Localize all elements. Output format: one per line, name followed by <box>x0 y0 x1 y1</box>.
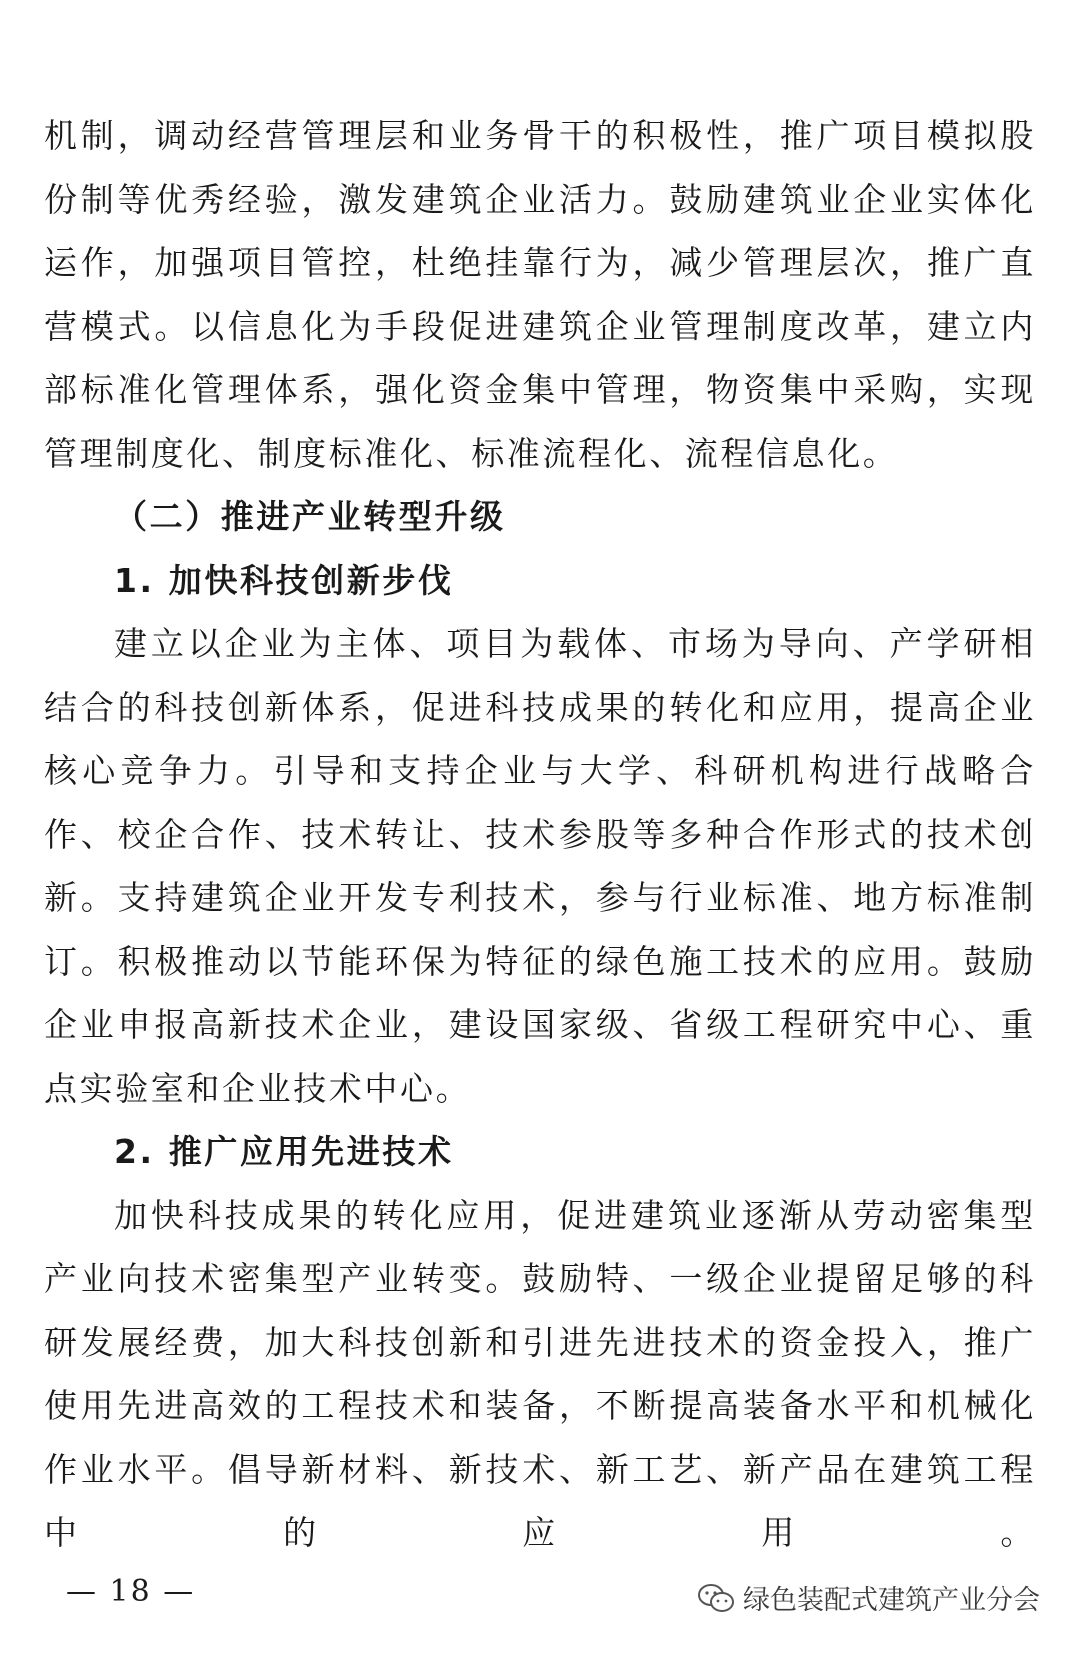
page-number: — 18 — <box>66 1574 196 1609</box>
wechat-icon <box>697 1583 735 1613</box>
paragraph-management-reform: 机制，调动经营管理层和业务骨干的积极性，推广项目模拟股份制等优秀经验，激发建筑企业活力。鼓励建筑业企业实体化运作，加强项目管控，杜绝挂靠行为，减少管理层次，推广直营模式。以信息化为手段促进建筑企业管理制度改革，建立内部标准化管理体系，强化资金集中管理，物资集中采购，实现管理制度化、制度标准化、标准流程化、流程信息化。 <box>44 116 1036 473</box>
section-heading: （二）推进产业转型升级 <box>114 497 506 536</box>
watermark-text: 绿色装配式建筑产业分会 <box>743 1585 1040 1616</box>
subheading-tech-innovation: 1. 加快科技创新步伐 <box>114 560 454 600</box>
subheading-advanced-tech: 2. 推广应用先进技术 <box>114 1132 454 1171</box>
watermark <box>697 1578 1040 1617</box>
paragraph-advanced-tech: 加快科技成果的转化应用，促进建筑业逐渐从劳动密集型产业向技术密集型产业转变。鼓励特、一级企业提留足够的科研发展经费，加大科技创新和引进先进技术的资金投入，推广使用先进高效的工程技术和装备，不断提高装备水平和机械化作业水平。倡导新材料、新技术、新工艺、新产品在建筑工程中的应用。 <box>44 1195 1036 1552</box>
document-body <box>44 104 1036 1565</box>
paragraph-tech-innovation: 建立以企业为主体、项目为载体、市场为导向、产学研相结合的科技创新体系，促进科技成果的转化和应用，提高企业核心竞争力。引导和支持企业与大学、科研机构进行战略合作、校企合作、技术转让、技术参股等多种合作形式的技术创新。支持建筑企业开发专利技术，参与行业标准、地方标准制订。积极推动以节能环保为特征的绿色施工技术的应用。鼓励企业申报高新技术企业，建设国家级、省级工程研究中心、重点实验室和企业技术中心。 <box>44 624 1036 1108</box>
